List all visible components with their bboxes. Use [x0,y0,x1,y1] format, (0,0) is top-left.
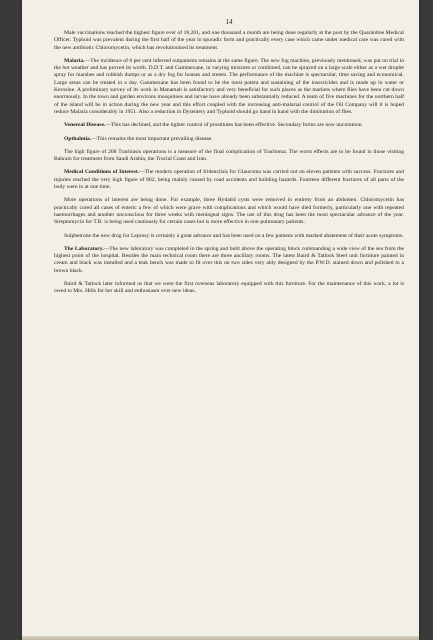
paragraph-text: Sulphetrone the new drug for Leprosy is certainly a great advance and has been used on a few patients with marked abatement of their acute symptoms. [64,232,404,239]
page-content [54,18,404,302]
paragraph-laboratory [54,246,404,275]
paragraph-baird-tatlock [54,281,404,296]
paragraph-text: More operations of interest are being done. For example, three Hydatid cysts were removed in entirety from an abdomen. Chloromycetin has practically cured all cases of enteric a few of which were grave with complications and which would have died formerly, particularly one with repeated haemorrhages and another unconscious for three weeks with meningeal signs. The use of this drug has been the most spectacular advance of the year. Streptomycin for T.B. is being used cautiously for certain cases but is more effective in non-pulmonary patients. [54,197,404,226]
section-heading-venereal-disease: Venereal Disease. [64,122,106,129]
paragraph-venereal-disease [54,122,404,129]
document-page [22,0,419,640]
section-heading-laboratory: The Laboratory. [64,245,104,252]
paragraph-sulphetrone [54,233,404,240]
paragraph-operations [54,197,404,226]
paragraph-text: —The modern operation of Iridenclisis for Glaucoma was carried out on eleven patients with success. Fractures and injuries reached the very high figure of 802, being mainly caused by road accidents and building hazards. Fourteen different fractures of all parts of the body were in at one time. [54,169,404,191]
paragraph-text: Baird & Tatlock later informed us that we were the first overseas laboratory equipped with this furniture. For the maintenance of this work, a lot is owed to Mrs. Hills for her skill and enthusiasm over new ideas. [54,281,404,295]
page-number: 14 [225,18,233,26]
section-heading-opthalmia: Opthalmia. [64,135,92,142]
page-bottom-edge [22,636,419,640]
paragraph-text: —This remains the most important prevailing disease. [91,135,213,142]
section-heading-malaria: Malaria. [64,57,85,64]
paragraph-medical-conditions [54,169,404,191]
paragraph-trachiasis [54,149,404,164]
paragraph-text: —The new laboratory was completed in the spring and built above the operating block commanding a wide view of the sea from the highest point of the hospital. Besides the main technical room there are three ancillary rooms. The latest Baird & Tatlock Steel unit furniture painted in cream and black was installed and a teak bench was made to fit over this on two sides very ably designed by the P.W.D. stained down and polished to a brown black. [54,245,404,274]
paragraph-text: —The incidence of 6 per cent infected outpatients remains at the same figure. The new fog machine, previously mentioned, was put on trial in the hot weather and has proved its worth. D.D.T. and Gammexane, in varying mixtures or combined, can be sprayed on a large scale either as a wet droplet spray for marshes and rubbish dumps or as a dry fog for houses and streets. The performance of the machine is spectacular, time saving and economical. Large areas can be treated in a day. Gammexane has been found to be the most potent and sustaining of the insecticides and is made up in water or Kerosine. A preliminary survey of its work in Manamah is satisfactory and very beneficial for such places as the markets where flies have been cut down enormously. In the town and garden environs mosquitoes and larvae have already been substantially reduced. A team of five machines for the northern half of the island will be in action during the new year and this effort coupled with the increasing anti-malarial control of the Oil Company will it is hoped reduce Malaria considerably in 1951. Also a reduction in Dysentery and Typhoid should go hand in hand with the diminution of flies. [54,57,404,115]
paragraph-opthalmia [54,136,404,143]
paragraph-text: Male vaccinations reached the highest figure ever of 18,201, and one thousand a month are being done regularly at the post by the Quarantine Medical Officer. Typhoid was prevalent during the first half of the year in sporadic form and practically every case which came under medical care was cured with the new antibiotic Chloromycetin, which has revolutionised its treatment. [54,30,404,51]
paragraph-text: The high figure of 268 Trachiasis operations is a measure of the final complication of Trachoma. The worst effects are to be found in those visiting Bahrain for treatment from Saudi Arabia, the Trucial Coast and Iran. [54,148,404,163]
section-heading-medical-conditions: Medical Conditions of Interest. [64,169,140,176]
paragraph-text: —This has declined, and the tighter control of prostitutes has been effective. Secondary forms are now uncommon. [105,122,363,129]
paragraph-vaccinations [54,30,404,52]
paragraph-malaria [54,58,404,116]
